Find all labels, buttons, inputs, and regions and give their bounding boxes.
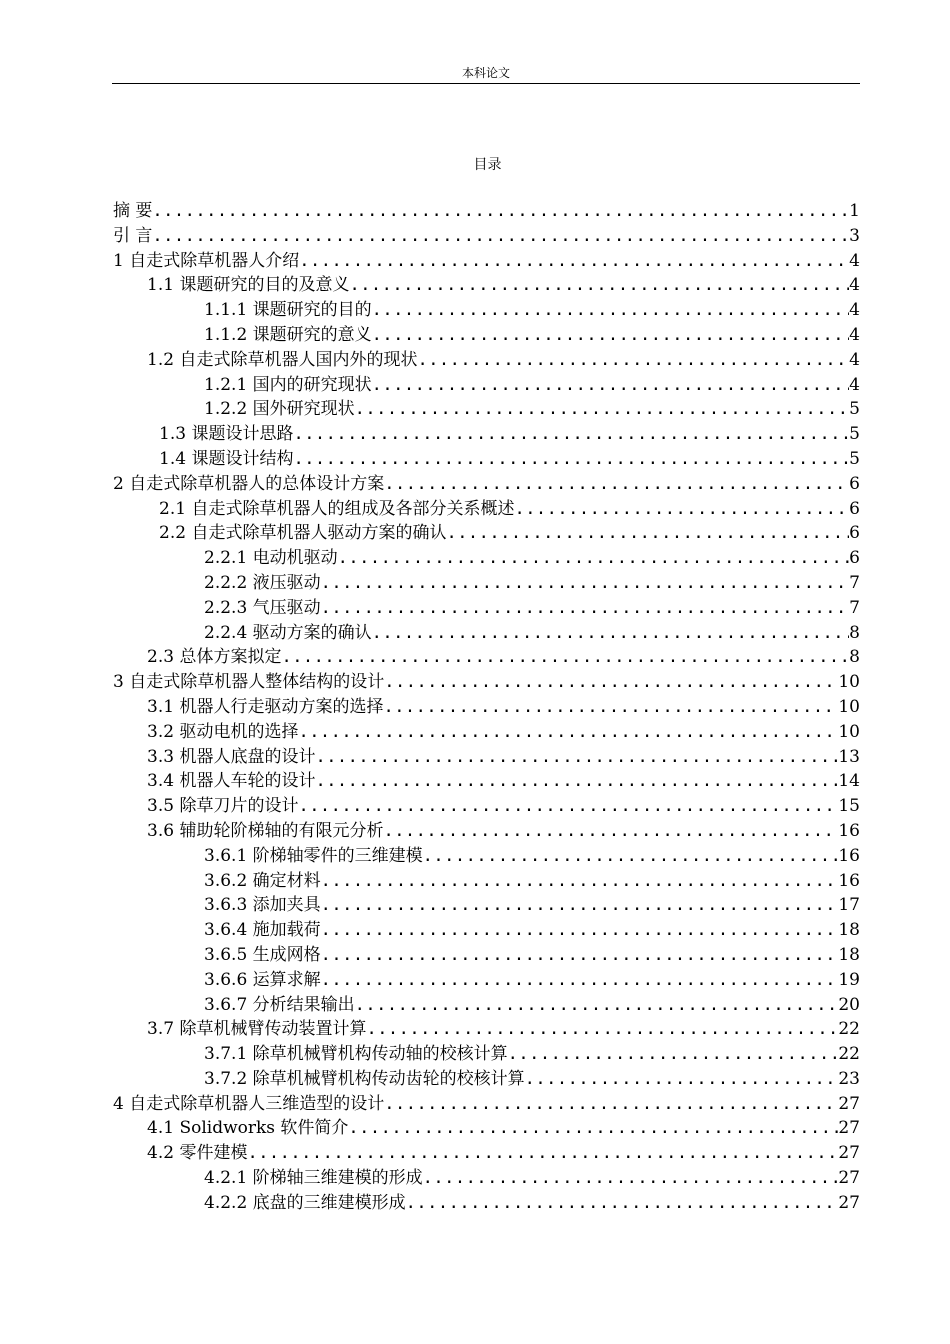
- toc-leader-dots: [383, 819, 838, 844]
- toc-entry[interactable]: [113, 447, 860, 472]
- toc-entry-label: 1.2.1 国内的研究现状: [204, 374, 372, 395]
- toc-entry-label: 3.3 机器人底盘的设计: [147, 746, 316, 767]
- toc-leader-dots: [355, 397, 850, 422]
- toc-leader-dots: [383, 695, 838, 720]
- toc-entry-page: 14: [838, 771, 860, 792]
- page-header: 本科论文: [461, 66, 510, 80]
- toc-entry-page: 13: [838, 746, 860, 767]
- toc-entry-label: 3.6 辅助轮阶梯轴的有限元分析: [147, 820, 384, 841]
- toc-entry-page: 8: [849, 622, 860, 643]
- toc-entry[interactable]: [113, 1191, 860, 1216]
- toc-entry[interactable]: [113, 373, 860, 398]
- toc-entry-page: 6: [849, 548, 860, 569]
- toc-entry-page: 27: [838, 1093, 860, 1114]
- toc-leader-dots: [514, 497, 849, 522]
- toc-entry-page: 22: [838, 1019, 860, 1040]
- toc-entry-page: 8: [849, 647, 860, 668]
- toc-entry-label: 3.6.3 添加夹具: [204, 895, 321, 916]
- toc-entry-label: 3.6.4 施加载荷: [204, 920, 321, 941]
- toc-entry-page: 7: [849, 572, 860, 593]
- toc-leader-dots: [384, 1092, 838, 1117]
- toc-entry-label: 3.6.7 分析结果输出: [204, 994, 355, 1015]
- toc-entry-page: 7: [849, 597, 860, 618]
- toc-title: 目录: [473, 157, 502, 173]
- toc-entry-label: 3.6.5 生成网格: [204, 944, 321, 965]
- toc-entry[interactable]: [113, 249, 860, 274]
- toc-leader-dots: [321, 596, 850, 621]
- toc-leader-dots: [372, 323, 850, 348]
- toc-entry[interactable]: [113, 893, 860, 918]
- toc-entry[interactable]: [113, 1166, 860, 1191]
- toc-entry[interactable]: [113, 621, 860, 646]
- toc-entry-page: 16: [838, 845, 860, 866]
- toc-entry-label: 1.1.2 课题研究的意义: [204, 324, 372, 345]
- toc-leader-dots: [525, 1067, 839, 1092]
- toc-entry[interactable]: [113, 199, 860, 224]
- toc-entry[interactable]: [113, 546, 860, 571]
- toc-entry-label: 3.1 机器人行走驱动方案的选择: [147, 696, 384, 717]
- toc-leader-dots: [321, 571, 850, 596]
- toc-entry-label: 2.2 自走式除草机器人驱动方案的确认: [159, 523, 447, 544]
- toc-entry[interactable]: [113, 819, 860, 844]
- toc-entry[interactable]: [113, 645, 860, 670]
- header-rule: [112, 83, 860, 84]
- toc-entry-page: 23: [838, 1068, 860, 1089]
- toc-leader-dots: [315, 745, 838, 770]
- toc-leader-dots: [321, 943, 839, 968]
- toc-entry-page: 4: [849, 250, 860, 271]
- toc-entry[interactable]: [113, 993, 860, 1018]
- toc-leader-dots: [321, 869, 839, 894]
- toc-entry-page: 6: [849, 523, 860, 544]
- toc-entry[interactable]: [113, 596, 860, 621]
- toc-entry-page: 18: [838, 920, 860, 941]
- toc-entry-label: 引 言: [113, 225, 153, 246]
- toc-entry[interactable]: [113, 1017, 860, 1042]
- toc-entry[interactable]: [113, 1141, 860, 1166]
- toc-leader-dots: [152, 224, 849, 249]
- toc-entry-label: 3.2 驱动电机的选择: [147, 721, 299, 742]
- toc-leader-dots: [281, 645, 849, 670]
- toc-entry[interactable]: [113, 1067, 860, 1092]
- toc-leader-dots: [446, 521, 849, 546]
- toc-entry-label: 摘 要: [113, 201, 153, 221]
- toc-entry[interactable]: [113, 794, 860, 819]
- toc-leader-dots: [384, 670, 838, 695]
- toc-entry-page: 1: [849, 201, 860, 221]
- toc-entry[interactable]: [113, 1042, 860, 1067]
- toc-entry-page: 27: [838, 1192, 860, 1213]
- toc-entry-page: 4: [849, 275, 860, 296]
- toc-leader-dots: [321, 968, 839, 993]
- toc-leader-dots: [321, 918, 839, 943]
- toc-entry-label: 3.6.1 阶梯轴零件的三维建模: [204, 845, 423, 866]
- toc-entry[interactable]: [113, 869, 860, 894]
- toc-entry-label: 2.3 总体方案拟定: [147, 647, 282, 668]
- toc-entry-page: 17: [838, 895, 860, 916]
- toc-entry[interactable]: [113, 1116, 860, 1141]
- toc-entry-page: 15: [838, 796, 860, 817]
- toc-entry[interactable]: [113, 571, 860, 596]
- toc-leader-dots: [298, 794, 838, 819]
- toc-entry[interactable]: [113, 670, 860, 695]
- toc-entry-label: 4.2.1 阶梯轴三维建模的形成: [204, 1168, 423, 1189]
- toc-leader-dots: [406, 1191, 839, 1216]
- toc-entry-label: 3.7 除草机械臂传动装置计算: [147, 1019, 367, 1040]
- toc-entry-page: 10: [838, 696, 860, 717]
- toc-entry[interactable]: [113, 1092, 860, 1117]
- toc-leader-dots: [372, 621, 850, 646]
- toc-entry-label: 4.1 Solidworks 软件简介: [147, 1118, 349, 1139]
- toc-leader-dots: [355, 993, 839, 1018]
- toc-entry-page: 4: [849, 349, 860, 370]
- toc-entry-label: 3.7.1 除草机械臂机构传动轴的校核计算: [204, 1044, 508, 1065]
- toc-entry-label: 2.2.2 液压驱动: [204, 572, 321, 593]
- toc-entry[interactable]: [113, 968, 860, 993]
- toc-entry-label: 1.2.2 国外研究现状: [204, 399, 355, 420]
- toc-entry-page: 6: [849, 498, 860, 519]
- toc-leader-dots: [372, 298, 850, 323]
- toc-entry[interactable]: [113, 224, 860, 249]
- toc-entry[interactable]: [113, 472, 860, 497]
- toc-entry[interactable]: [113, 397, 860, 422]
- toc-entry-page: 22: [838, 1044, 860, 1065]
- toc-entry-page: 27: [838, 1168, 860, 1189]
- toc-entry-page: 16: [838, 820, 860, 841]
- toc-entry-page: 5: [849, 424, 860, 445]
- toc-leader-dots: [423, 1166, 839, 1191]
- toc-entry-label: 2.2.1 电动机驱动: [204, 548, 338, 569]
- toc-leader-dots: [298, 720, 838, 745]
- toc-leader-dots: [349, 273, 849, 298]
- toc-entry-page: 3: [849, 225, 860, 246]
- toc-entry-label: 1 自走式除草机器人介绍: [113, 250, 300, 271]
- toc-leader-dots: [338, 546, 850, 571]
- toc-entry-label: 2.1 自走式除草机器人的组成及各部分关系概述: [159, 498, 515, 519]
- toc-entry-page: 27: [838, 1118, 860, 1139]
- toc-entry[interactable]: [113, 695, 860, 720]
- toc-leader-dots: [152, 199, 849, 224]
- toc-entry-page: 4: [849, 324, 860, 345]
- toc-entry-label: 2.2.4 驱动方案的确认: [204, 622, 372, 643]
- toc-entry-page: 19: [838, 969, 860, 990]
- toc-entry-label: 1.3 课题设计思路: [159, 424, 294, 445]
- toc-entry[interactable]: [113, 769, 860, 794]
- toc-entry-label: 4.2.2 底盘的三维建模形成: [204, 1192, 406, 1213]
- toc-entry[interactable]: [113, 844, 860, 869]
- toc-leader-dots: [423, 844, 839, 869]
- toc-leader-dots: [293, 422, 849, 447]
- toc-leader-dots: [315, 769, 838, 794]
- toc-entry-label: 3.6.6 运算求解: [204, 969, 321, 990]
- toc-entry[interactable]: [113, 422, 860, 447]
- toc-entry-page: 27: [838, 1143, 860, 1164]
- toc-entry-page: 5: [849, 399, 860, 420]
- toc-entry-page: 10: [838, 721, 860, 742]
- toc-entry[interactable]: [113, 497, 860, 522]
- toc-entry-label: 3.6.2 确定材料: [204, 870, 321, 891]
- toc-entry-page: 4: [849, 300, 860, 321]
- toc-entry[interactable]: [113, 298, 860, 323]
- toc-entry-label: 3.5 除草刀片的设计: [147, 796, 299, 817]
- toc-entry-label: 2 自走式除草机器人的总体设计方案: [113, 473, 385, 494]
- toc-entry-label: 3.7.2 除草机械臂机构传动齿轮的校核计算: [204, 1068, 525, 1089]
- toc-entry-page: 18: [838, 944, 860, 965]
- toc-entry-label: 3 自走式除草机器人整体结构的设计: [113, 672, 385, 693]
- toc-leader-dots: [372, 373, 850, 398]
- toc-entry-page: 5: [849, 448, 860, 469]
- toc-entry-page: 6: [849, 473, 860, 494]
- toc-leader-dots: [417, 348, 849, 373]
- toc-leader-dots: [247, 1141, 838, 1166]
- toc-entry-page: 16: [838, 870, 860, 891]
- toc-entry-label: 2.2.3 气压驱动: [204, 597, 321, 618]
- toc-entry-label: 3.4 机器人车轮的设计: [147, 771, 316, 792]
- toc-entry[interactable]: [113, 745, 860, 770]
- toc-leader-dots: [366, 1017, 838, 1042]
- toc-entry-page: 10: [838, 672, 860, 693]
- toc-entry[interactable]: [113, 720, 860, 745]
- toc-entry-label: 1.1 课题研究的目的及意义: [147, 275, 350, 296]
- toc-entry-label: 1.1.1 课题研究的目的: [204, 300, 372, 321]
- toc-entry-page: 4: [849, 374, 860, 395]
- toc-leader-dots: [321, 893, 839, 918]
- toc-entry[interactable]: [113, 918, 860, 943]
- toc-entry[interactable]: [113, 943, 860, 968]
- toc-entry[interactable]: [113, 323, 860, 348]
- toc-entry-page: 20: [838, 994, 860, 1015]
- toc-entry[interactable]: [113, 521, 860, 546]
- toc-leader-dots: [508, 1042, 839, 1067]
- table-of-contents: [113, 199, 860, 1216]
- toc-leader-dots: [299, 249, 849, 274]
- toc-entry[interactable]: [113, 348, 860, 373]
- toc-leader-dots: [348, 1116, 838, 1141]
- toc-leader-dots: [384, 472, 849, 497]
- toc-leader-dots: [293, 447, 849, 472]
- toc-entry-label: 4.2 零件建模: [147, 1143, 248, 1164]
- toc-entry[interactable]: [113, 273, 860, 298]
- toc-entry-label: 1.2 自走式除草机器人国内外的现状: [147, 349, 418, 370]
- toc-entry-label: 1.4 课题设计结构: [159, 448, 294, 469]
- toc-entry-label: 4 自走式除草机器人三维造型的设计: [113, 1093, 385, 1114]
